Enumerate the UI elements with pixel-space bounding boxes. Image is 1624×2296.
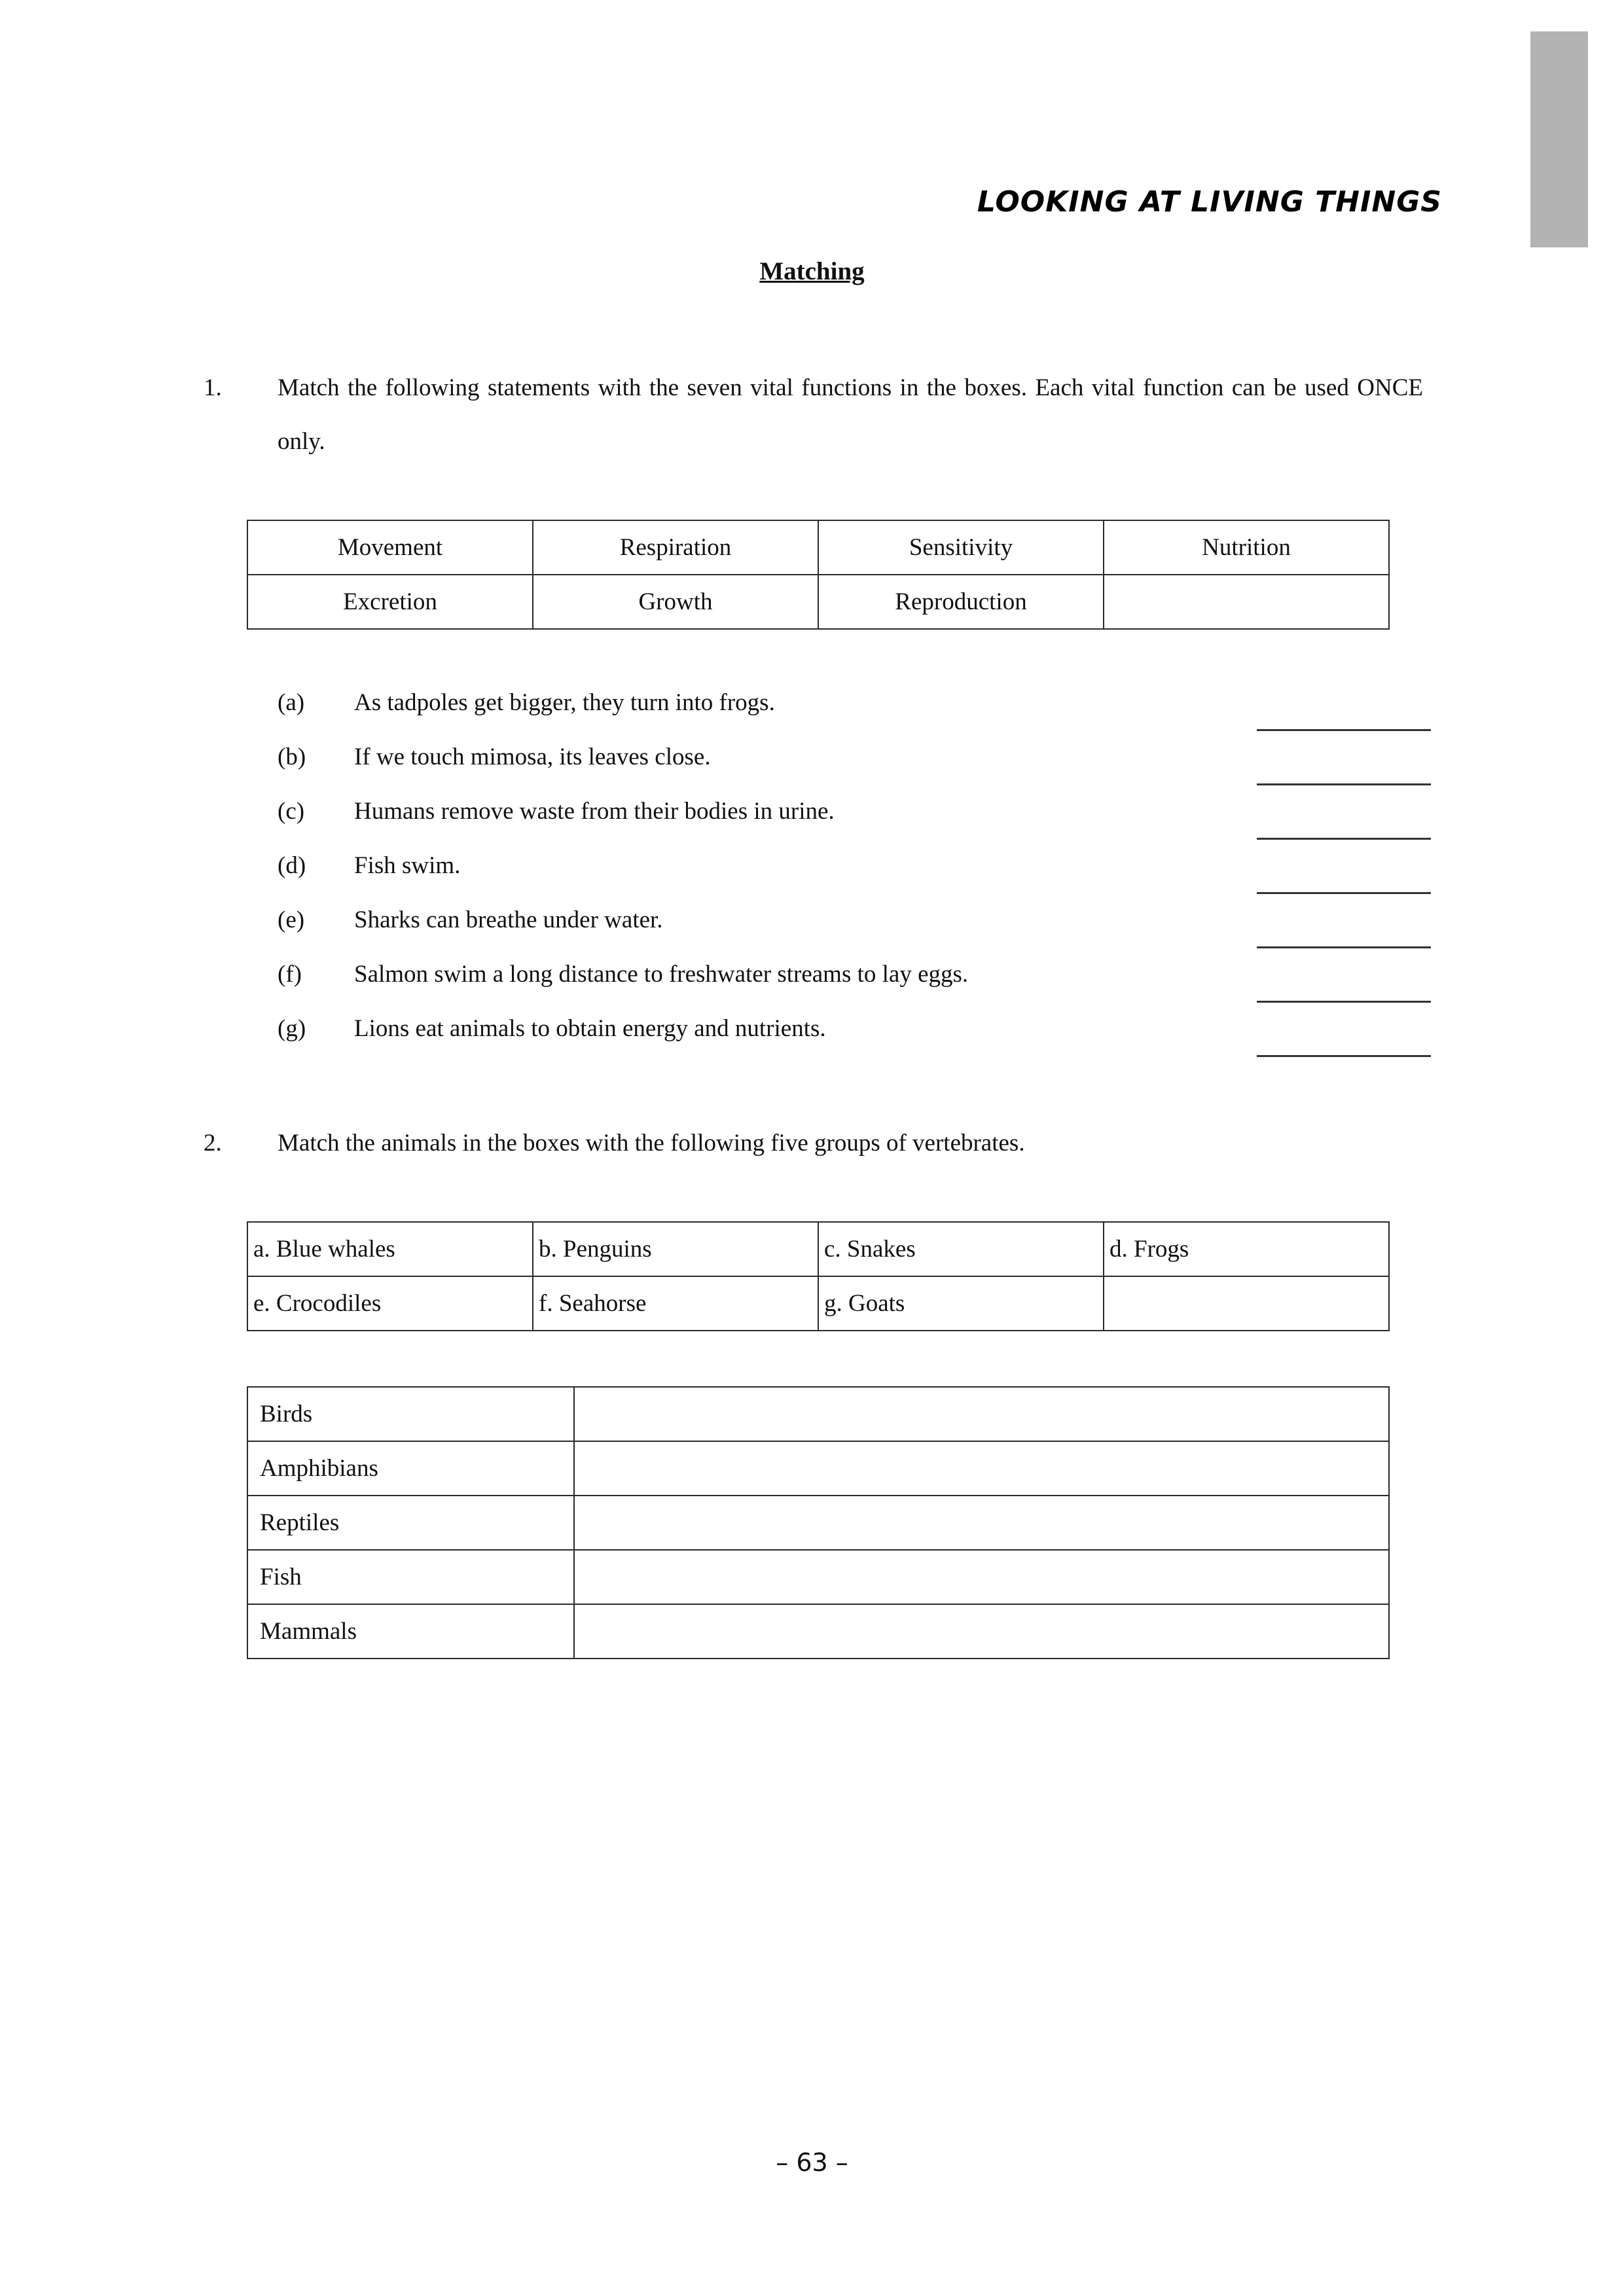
group-answer-cell	[574, 1604, 1389, 1659]
statement-text: Sharks can breathe under water.	[354, 906, 663, 933]
question-1-prompt: Match the following statements with the seven vital functions in the boxes. Each vital function can be used ONCE only.	[278, 374, 1423, 455]
answer-blank	[1257, 812, 1431, 840]
vertebrate-groups-table	[247, 1386, 1390, 1659]
animal-cell-empty	[1104, 1276, 1389, 1331]
vital-function-cell-empty	[1104, 575, 1389, 629]
group-answer-cell	[574, 1496, 1389, 1550]
statement-label: (b)	[278, 744, 306, 770]
table-row	[247, 1604, 1389, 1659]
table-row	[247, 1276, 1389, 1331]
vital-function-cell: Respiration	[533, 520, 818, 575]
table-row	[247, 1441, 1389, 1496]
animal-cell: g. Goats	[818, 1276, 1104, 1331]
question-2	[204, 1117, 1434, 1170]
answer-blank	[1257, 757, 1431, 785]
vital-function-cell: Excretion	[247, 575, 533, 629]
answer-blank	[1257, 703, 1431, 731]
animals-table	[247, 1221, 1390, 1331]
answer-blank	[1257, 866, 1431, 894]
answer-blank	[1257, 1029, 1431, 1057]
group-answer-cell	[574, 1550, 1389, 1604]
animal-cell: c. Snakes	[818, 1222, 1104, 1276]
group-label: Fish	[247, 1550, 574, 1604]
book-title: LOOKING AT LIVING THINGS	[977, 185, 1442, 219]
statement-f	[278, 960, 1431, 1014]
question-2-prompt: Match the animals in the boxes with the following five groups of vertebrates.	[278, 1130, 1025, 1157]
animal-cell: f. Seahorse	[533, 1276, 818, 1331]
section-title-text: Matching	[759, 257, 865, 285]
question-2-number: 2.	[204, 1130, 222, 1157]
section-title	[0, 257, 1624, 286]
statement-label: (g)	[278, 1015, 306, 1042]
vital-function-cell: Movement	[247, 520, 533, 575]
vital-functions-table	[247, 520, 1390, 630]
statement-text: Lions eat animals to obtain energy and nutrients.	[354, 1015, 826, 1042]
statement-label: (e)	[278, 906, 305, 933]
group-label: Reptiles	[247, 1496, 574, 1550]
table-row	[247, 520, 1389, 575]
page-tab-marker	[1530, 31, 1588, 247]
statement-c	[278, 797, 1431, 852]
statement-label: (f)	[278, 961, 302, 988]
group-label: Mammals	[247, 1604, 574, 1659]
question-1-number: 1.	[204, 374, 222, 401]
vital-function-cell: Reproduction	[818, 575, 1104, 629]
statement-label: (c)	[278, 798, 305, 825]
answer-blank	[1257, 975, 1431, 1003]
statement-label: (a)	[278, 689, 305, 716]
group-answer-cell	[574, 1387, 1389, 1441]
animal-cell: b. Penguins	[533, 1222, 818, 1276]
group-label: Birds	[247, 1387, 574, 1441]
vital-function-cell: Nutrition	[1104, 520, 1389, 575]
group-answer-cell	[574, 1441, 1389, 1496]
animal-cell: e. Crocodiles	[247, 1276, 533, 1331]
group-label: Amphibians	[247, 1441, 574, 1496]
statement-text: Humans remove waste from their bodies in urine.	[354, 798, 835, 825]
statement-a	[278, 689, 1431, 743]
table-row	[247, 575, 1389, 629]
table-row	[247, 1496, 1389, 1550]
statement-g	[278, 1014, 1431, 1069]
animal-cell: d. Frogs	[1104, 1222, 1389, 1276]
statement-e	[278, 906, 1431, 960]
vital-function-cell: Sensitivity	[818, 520, 1104, 575]
statement-text: Salmon swim a long distance to freshwater streams to lay eggs.	[354, 961, 969, 988]
table-row	[247, 1550, 1389, 1604]
animal-cell: a. Blue whales	[247, 1222, 533, 1276]
statement-text: As tadpoles get bigger, they turn into frogs.	[354, 689, 775, 716]
answer-blank	[1257, 920, 1431, 948]
statement-d	[278, 852, 1431, 906]
table-row	[247, 1387, 1389, 1441]
statement-label: (d)	[278, 852, 306, 879]
page-number: – 63 –	[776, 2148, 848, 2177]
statement-text: If we touch mimosa, its leaves close.	[354, 744, 711, 770]
statements-list	[278, 689, 1431, 1069]
statement-text: Fish swim.	[354, 852, 461, 879]
vital-function-cell: Growth	[533, 575, 818, 629]
question-1	[204, 361, 1434, 469]
statement-b	[278, 743, 1431, 797]
table-row	[247, 1222, 1389, 1276]
